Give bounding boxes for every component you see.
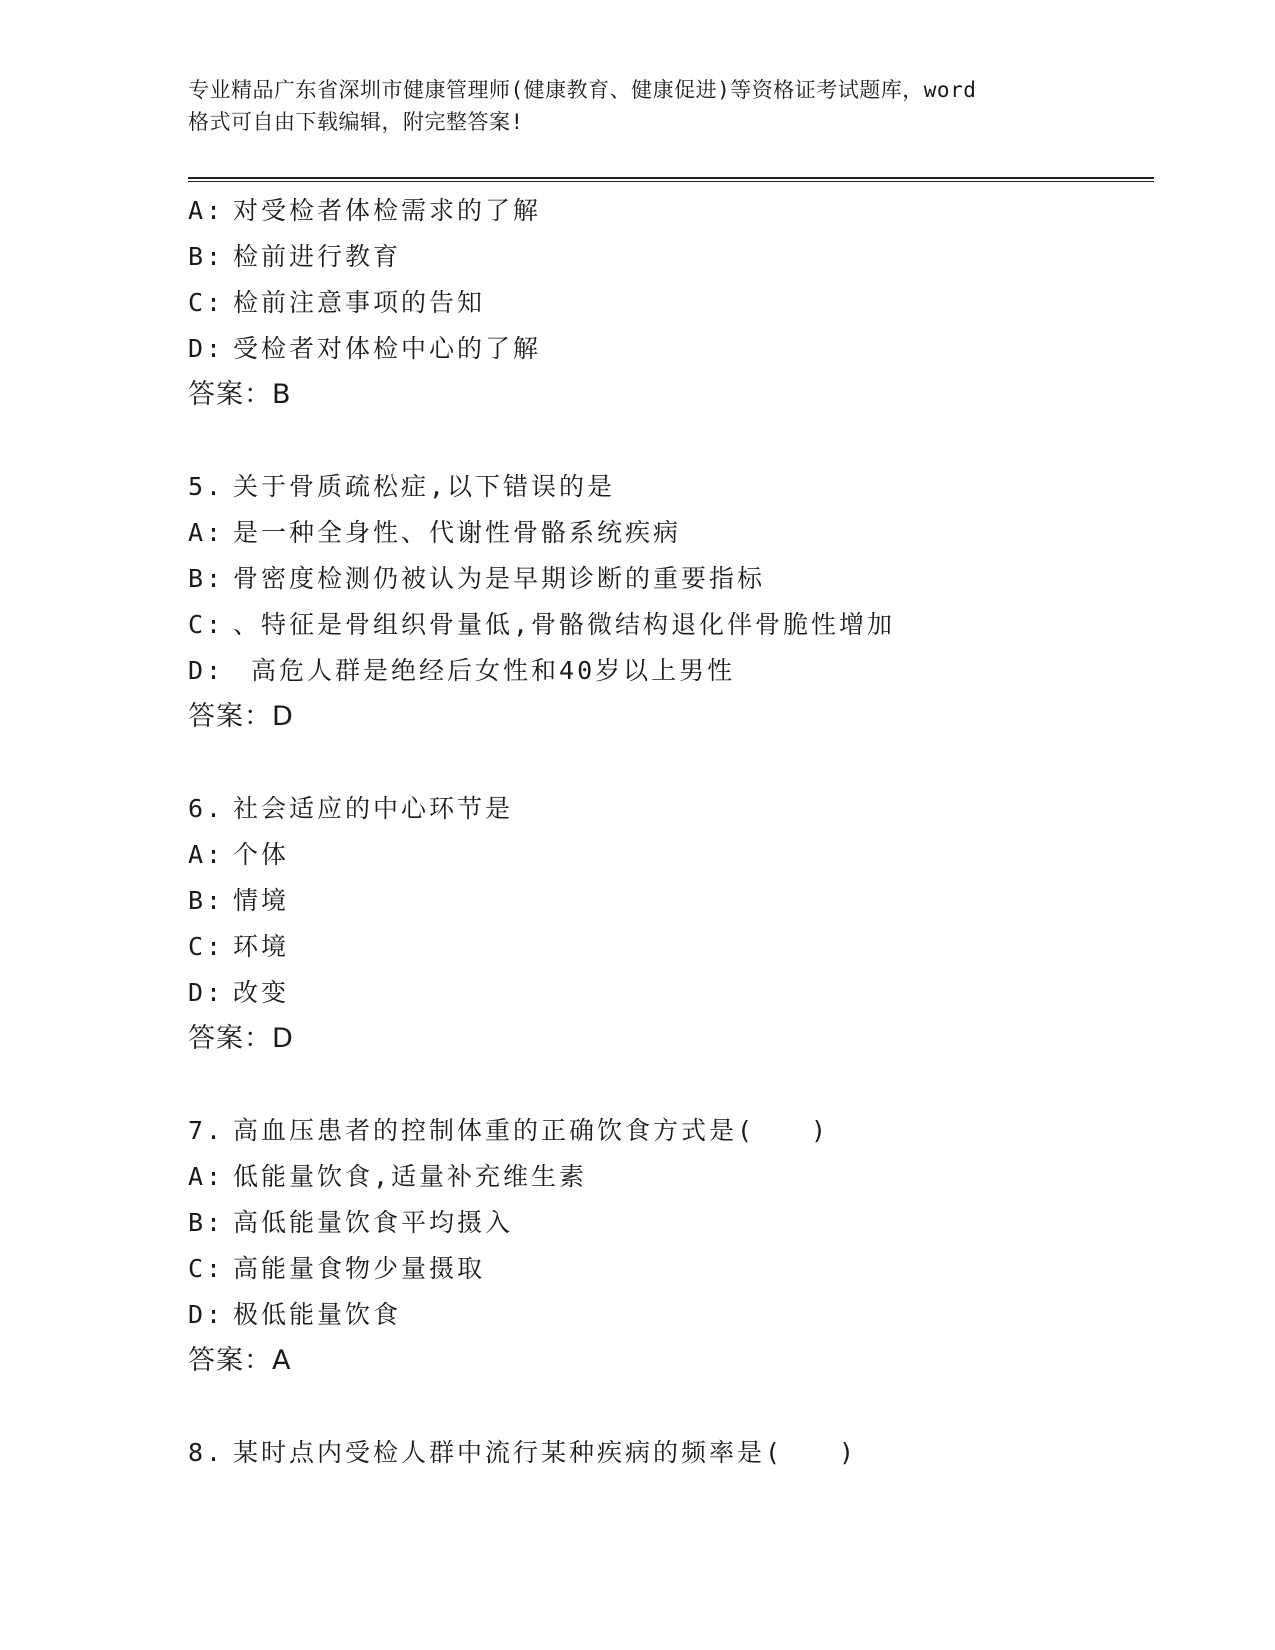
answer-line: 答案：D <box>188 1023 294 1054</box>
option-a: A: 低能量饮食,适量补充维生素 <box>188 1162 588 1191</box>
option-b: B: 骨密度检测仍被认为是早期诊断的重要指标 <box>188 564 766 593</box>
question-7: 7. 高血压患者的控制体重的正确饮食方式是( ) <box>188 1116 830 1145</box>
option-c: C: 环境 <box>188 932 290 961</box>
answer-line: 答案：A <box>188 1345 292 1376</box>
question-5: 5. 关于骨质疏松症,以下错误的是 <box>188 472 616 501</box>
option-a: A: 个体 <box>188 840 290 869</box>
option-c: C: 高能量食物少量摄取 <box>188 1254 486 1283</box>
header-divider <box>188 177 1154 182</box>
option-c: C: 检前注意事项的告知 <box>188 288 486 317</box>
option-d: D: 高危人群是绝经后女性和40岁以上男性 <box>188 656 736 685</box>
option-a: A: 对受检者体检需求的了解 <box>188 196 542 225</box>
answer-line: 答案：D <box>188 701 294 732</box>
option-d: D: 受检者对体检中心的了解 <box>188 334 542 363</box>
option-c: C: 、特征是骨组织骨量低,骨骼微结构退化伴骨脆性增加 <box>188 610 896 639</box>
option-b: B: 情境 <box>188 886 290 915</box>
option-b: B: 高低能量饮食平均摄入 <box>188 1208 514 1237</box>
question-6: 6. 社会适应的中心环节是 <box>188 794 514 823</box>
document-header <box>188 74 1088 138</box>
question-8: 8. 某时点内受检人群中流行某种疾病的频率是( ) <box>188 1438 858 1467</box>
option-d: D: 极低能量饮食 <box>188 1300 402 1329</box>
header-line-2: 格式可自由下载编辑，附完整答案! <box>188 110 524 134</box>
question-list <box>188 188 1154 1476</box>
option-d: D: 改变 <box>188 978 290 1007</box>
option-a: A: 是一种全身性、代谢性骨骼系统疾病 <box>188 518 682 547</box>
header-line-1: 专业精品广东省深圳市健康管理师(健康教育、健康促进)等资格证考试题库，word <box>188 78 977 102</box>
answer-line: 答案：B <box>188 379 292 410</box>
option-b: B: 检前进行教育 <box>188 242 402 271</box>
